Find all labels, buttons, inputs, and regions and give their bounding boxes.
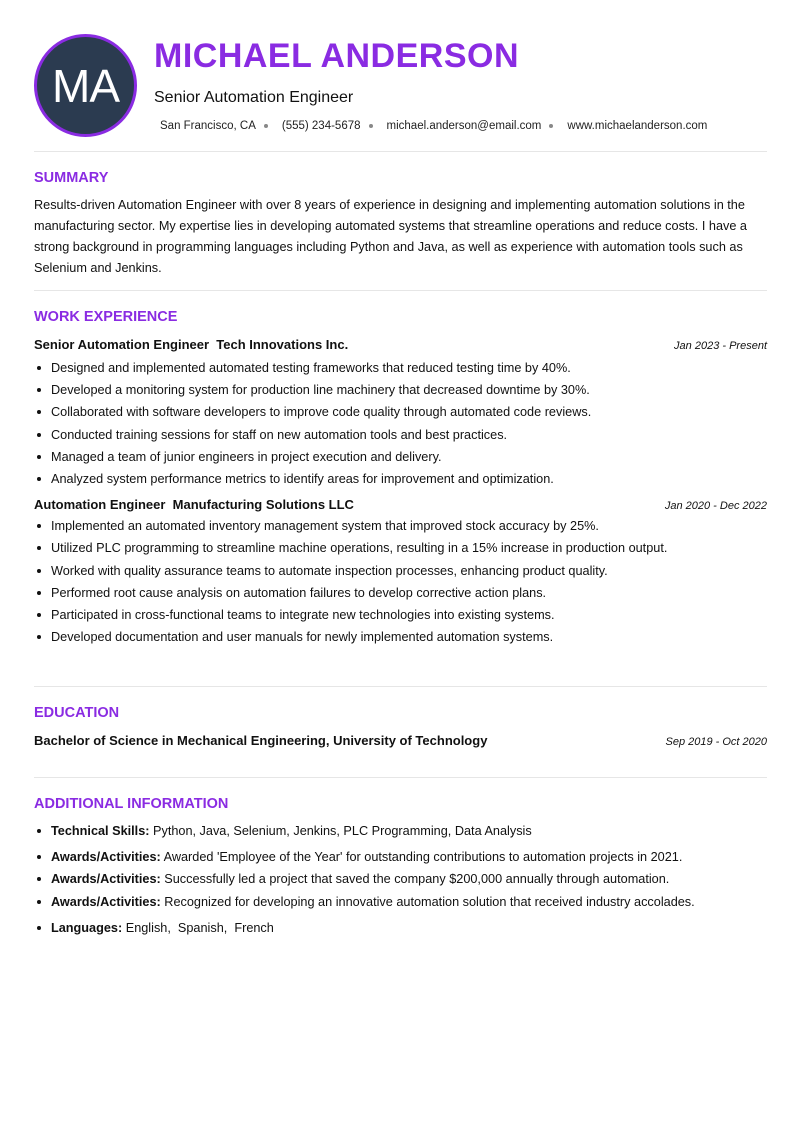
- list-item: Collaborated with software developers to improve code quality through automated code reviews.: [34, 401, 767, 423]
- summary-section: [34, 170, 767, 279]
- list-item: Designed and implemented automated testing frameworks that reduced testing time by 40%.: [34, 357, 767, 379]
- contact-website[interactable]: www.michaelanderson.com: [567, 120, 708, 132]
- separator-dot-icon: [264, 124, 268, 128]
- contact-phone: (555) 234-5678: [281, 120, 361, 132]
- job-header: [34, 497, 767, 512]
- experience-section: [34, 309, 767, 648]
- list-item: Awards/Activities: Successfully led a project that saved the company $200,000 annually through automation.: [34, 868, 767, 890]
- list-item: Analyzed system performance metrics to identify areas for improvement and optimization.: [34, 468, 767, 490]
- list-item: Utilized PLC programming to streamline machine operations, resulting in a 15% increase in production output.: [34, 537, 767, 559]
- resume-page: [34, 0, 767, 935]
- list-item: Worked with quality assurance teams to automate inspection processes, enhancing product quality.: [34, 560, 767, 582]
- job-title: Automation Engineer Manufacturing Solutions LLC: [34, 497, 354, 513]
- avatar: [34, 34, 137, 137]
- job-bullets: [34, 515, 767, 648]
- contact-email[interactable]: michael.anderson@email.com: [386, 120, 542, 132]
- divider: [34, 290, 767, 291]
- contact-info: [160, 120, 707, 132]
- education-section: [34, 705, 767, 748]
- summary-heading: SUMMARY: [34, 170, 109, 186]
- summary-text: Results-driven Automation Engineer with over 8 years of experience in designing and implementing automation solutions in the manufacturing sector. My expertise lies in developing automated systems that streamline operations and reduce costs. I have a strong background in programming languages including Python and Java, as well as experience with automation tools such as Selenium and Jenkins.: [34, 198, 747, 275]
- contact-location: San Francisco, CA: [160, 120, 256, 132]
- resume-header: [34, 0, 767, 151]
- list-item: Awards/Activities: Recognized for developing an innovative automation solution that received industry accolades.: [34, 891, 767, 913]
- job-entry: [34, 337, 767, 490]
- list-item: Implemented an automated inventory management system that improved stock accuracy by 25%.: [34, 515, 767, 537]
- degree: Bachelor of Science in Mechanical Engineering, University of Technology: [34, 733, 488, 748]
- list-item: Technical Skills: Python, Java, Selenium, Jenkins, PLC Programming, Data Analysis: [34, 820, 767, 842]
- additional-section: [34, 796, 767, 939]
- job-header: [34, 337, 767, 352]
- list-item: Performed root cause analysis on automation failures to develop corrective action plans.: [34, 582, 767, 604]
- list-item: Conducted training sessions for staff on new automation tools and best practices.: [34, 424, 767, 446]
- job-bullets: [34, 357, 767, 490]
- divider: [34, 151, 767, 152]
- avatar-initials: MA: [52, 59, 119, 112]
- list-item: Languages: English, Spanish, French: [34, 917, 767, 939]
- candidate-title: Senior Automation Engineer: [154, 89, 354, 106]
- list-item: Developed a monitoring system for production line machinery that decreased downtime by 30%.: [34, 379, 767, 401]
- education-entry: [34, 733, 767, 748]
- education-dates: Sep 2019 - Oct 2020: [665, 736, 767, 748]
- separator-dot-icon: [369, 124, 373, 128]
- divider: [34, 777, 767, 778]
- list-item: Awards/Activities: Awarded 'Employee of the Year' for outstanding contributions to automation projects in 2021.: [34, 846, 767, 868]
- education-heading: EDUCATION: [34, 705, 120, 721]
- job-entry: [34, 497, 767, 648]
- list-item: Participated in cross-functional teams to integrate new technologies into existing systems.: [34, 604, 767, 626]
- additional-heading: ADDITIONAL INFORMATION: [34, 796, 229, 812]
- job-dates: Jan 2023 - Present: [674, 340, 767, 352]
- job-dates: Jan 2020 - Dec 2022: [664, 500, 767, 513]
- candidate-name: MICHAEL ANDERSON: [154, 37, 520, 75]
- additional-list: [34, 820, 767, 939]
- divider: [34, 686, 767, 687]
- experience-heading: WORK EXPERIENCE: [34, 309, 178, 325]
- separator-dot-icon: [549, 124, 553, 128]
- list-item: Developed documentation and user manuals for newly implemented automation systems.: [34, 626, 767, 648]
- job-title: Senior Automation Engineer Tech Innovations Inc.: [34, 337, 349, 352]
- list-item: Managed a team of junior engineers in project execution and delivery.: [34, 446, 767, 468]
